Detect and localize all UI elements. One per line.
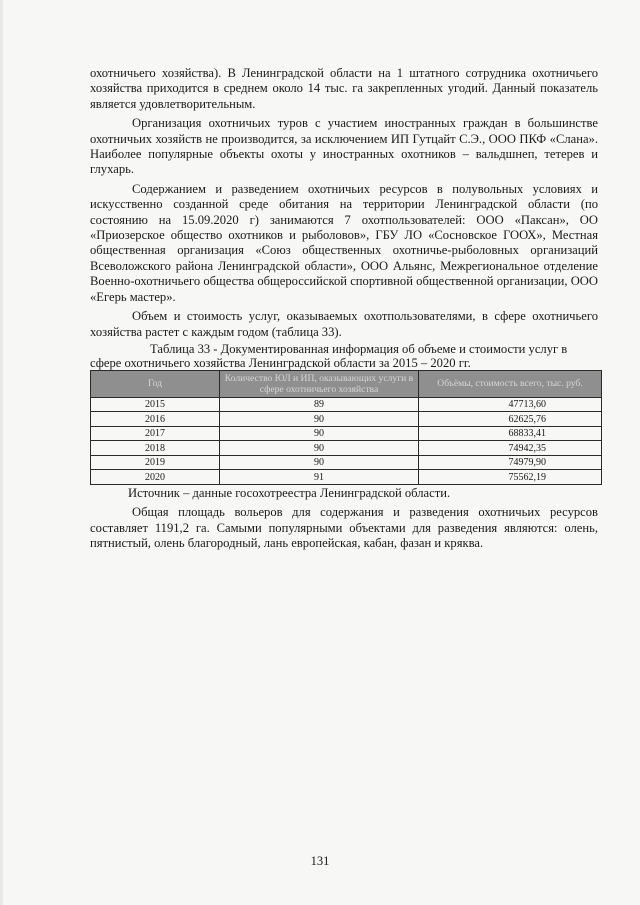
paragraph-2: Организация охотничьих туров с участием иностранных граждан в большинстве охотничьих хозяйств не производится, за исключением ИП Гутцайт С.Э., ООО ПКФ «Слана». Наиболее популярные объекты охоты у иностранных охотников – вальдшнеп, тетерев и глухарь.	[90, 116, 598, 177]
cell-count: 90	[220, 426, 419, 441]
table-header-row	[91, 370, 602, 397]
table-caption-line-1: Таблица 33 - Документированная информация об объеме и стоимости услуг в	[150, 341, 568, 356]
closing-paragraph: Общая площадь вольеров для содержания и разведения охотничьих ресурсов составляет 1191,2 га. Самыми популярными объектами для разведения являются: олень, пятнистый, олень благородный, лань европейская, кабан, фазан и кряква.	[90, 505, 598, 551]
table-caption-line-2: сфере охотничьего хозяйства Ленинградской области за 2015 – 2020 гг.	[90, 355, 471, 370]
cell-count: 89	[220, 397, 419, 412]
cell-volume: 68833,41	[419, 426, 602, 441]
table-row	[91, 455, 602, 470]
cell-count: 90	[220, 455, 419, 470]
cell-year: 2019	[91, 455, 220, 470]
body-text	[90, 66, 598, 552]
cell-year: 2020	[91, 470, 220, 485]
table-caption	[90, 342, 598, 370]
table-source: Источник – данные госохотреестра Ленинградской области.	[128, 485, 451, 500]
paragraph-3: Содержанием и разведением охотничьих ресурсов в полувольных условиях и искусственно созданной среде обитания на территории Ленинградской области (по состоянию на 15.09.2020 г) занимаются 7 охотпользователей: ООО «Паксан», ОО «Приозерское общество охотников и рыболовов», ГБУ ЛО «Сосновское ГООХ», Местная общественная организация «Союз общественных охотничье-рыболовных организаций Всеволожского района Ленинградской области», ООО Альянс, Межрегиональное отделение Военно-охотничьего общества общероссийской спортивной общественной организации, ООО «Егерь мастер».	[90, 181, 598, 304]
cell-year: 2017	[91, 426, 220, 441]
cell-volume: 62625,76	[419, 412, 602, 427]
cell-count: 91	[220, 470, 419, 485]
cell-volume: 47713,60	[419, 397, 602, 412]
table-row	[91, 412, 602, 427]
table-row	[91, 441, 602, 456]
cell-volume: 74979,90	[419, 455, 602, 470]
cell-volume: 75562,19	[419, 470, 602, 485]
page-number: 131	[310, 854, 330, 868]
page-edge	[0, 0, 3, 905]
header-volume: Объёмы, стоимость всего, тыс. руб.	[419, 370, 602, 397]
cell-year: 2018	[91, 441, 220, 456]
table-row	[91, 426, 602, 441]
table-row	[91, 397, 602, 412]
table-row	[91, 470, 602, 485]
cell-count: 90	[220, 412, 419, 427]
cell-year: 2016	[91, 412, 220, 427]
header-count: Количество ЮЛ и ИП, оказывающих услуги в сфере охотничьего хозяйства	[220, 370, 419, 397]
header-year: Год	[91, 370, 220, 397]
cell-count: 90	[220, 441, 419, 456]
paragraph-4: Объем и стоимость услуг, оказываемых охотпользователями, в сфере охотничьего хозяйства растет с каждым годом (таблица 33).	[90, 309, 598, 339]
paragraph-1: охотничьего хозяйства). В Ленинградской области на 1 штатного сотрудника охотничьего хозяйства приходится в среднем около 14 тыс. га закрепленных угодий. Данный показатель является удовлетворительным.	[90, 66, 598, 111]
cell-year: 2015	[91, 397, 220, 412]
services-table	[90, 370, 602, 485]
cell-volume: 74942,35	[419, 441, 602, 456]
